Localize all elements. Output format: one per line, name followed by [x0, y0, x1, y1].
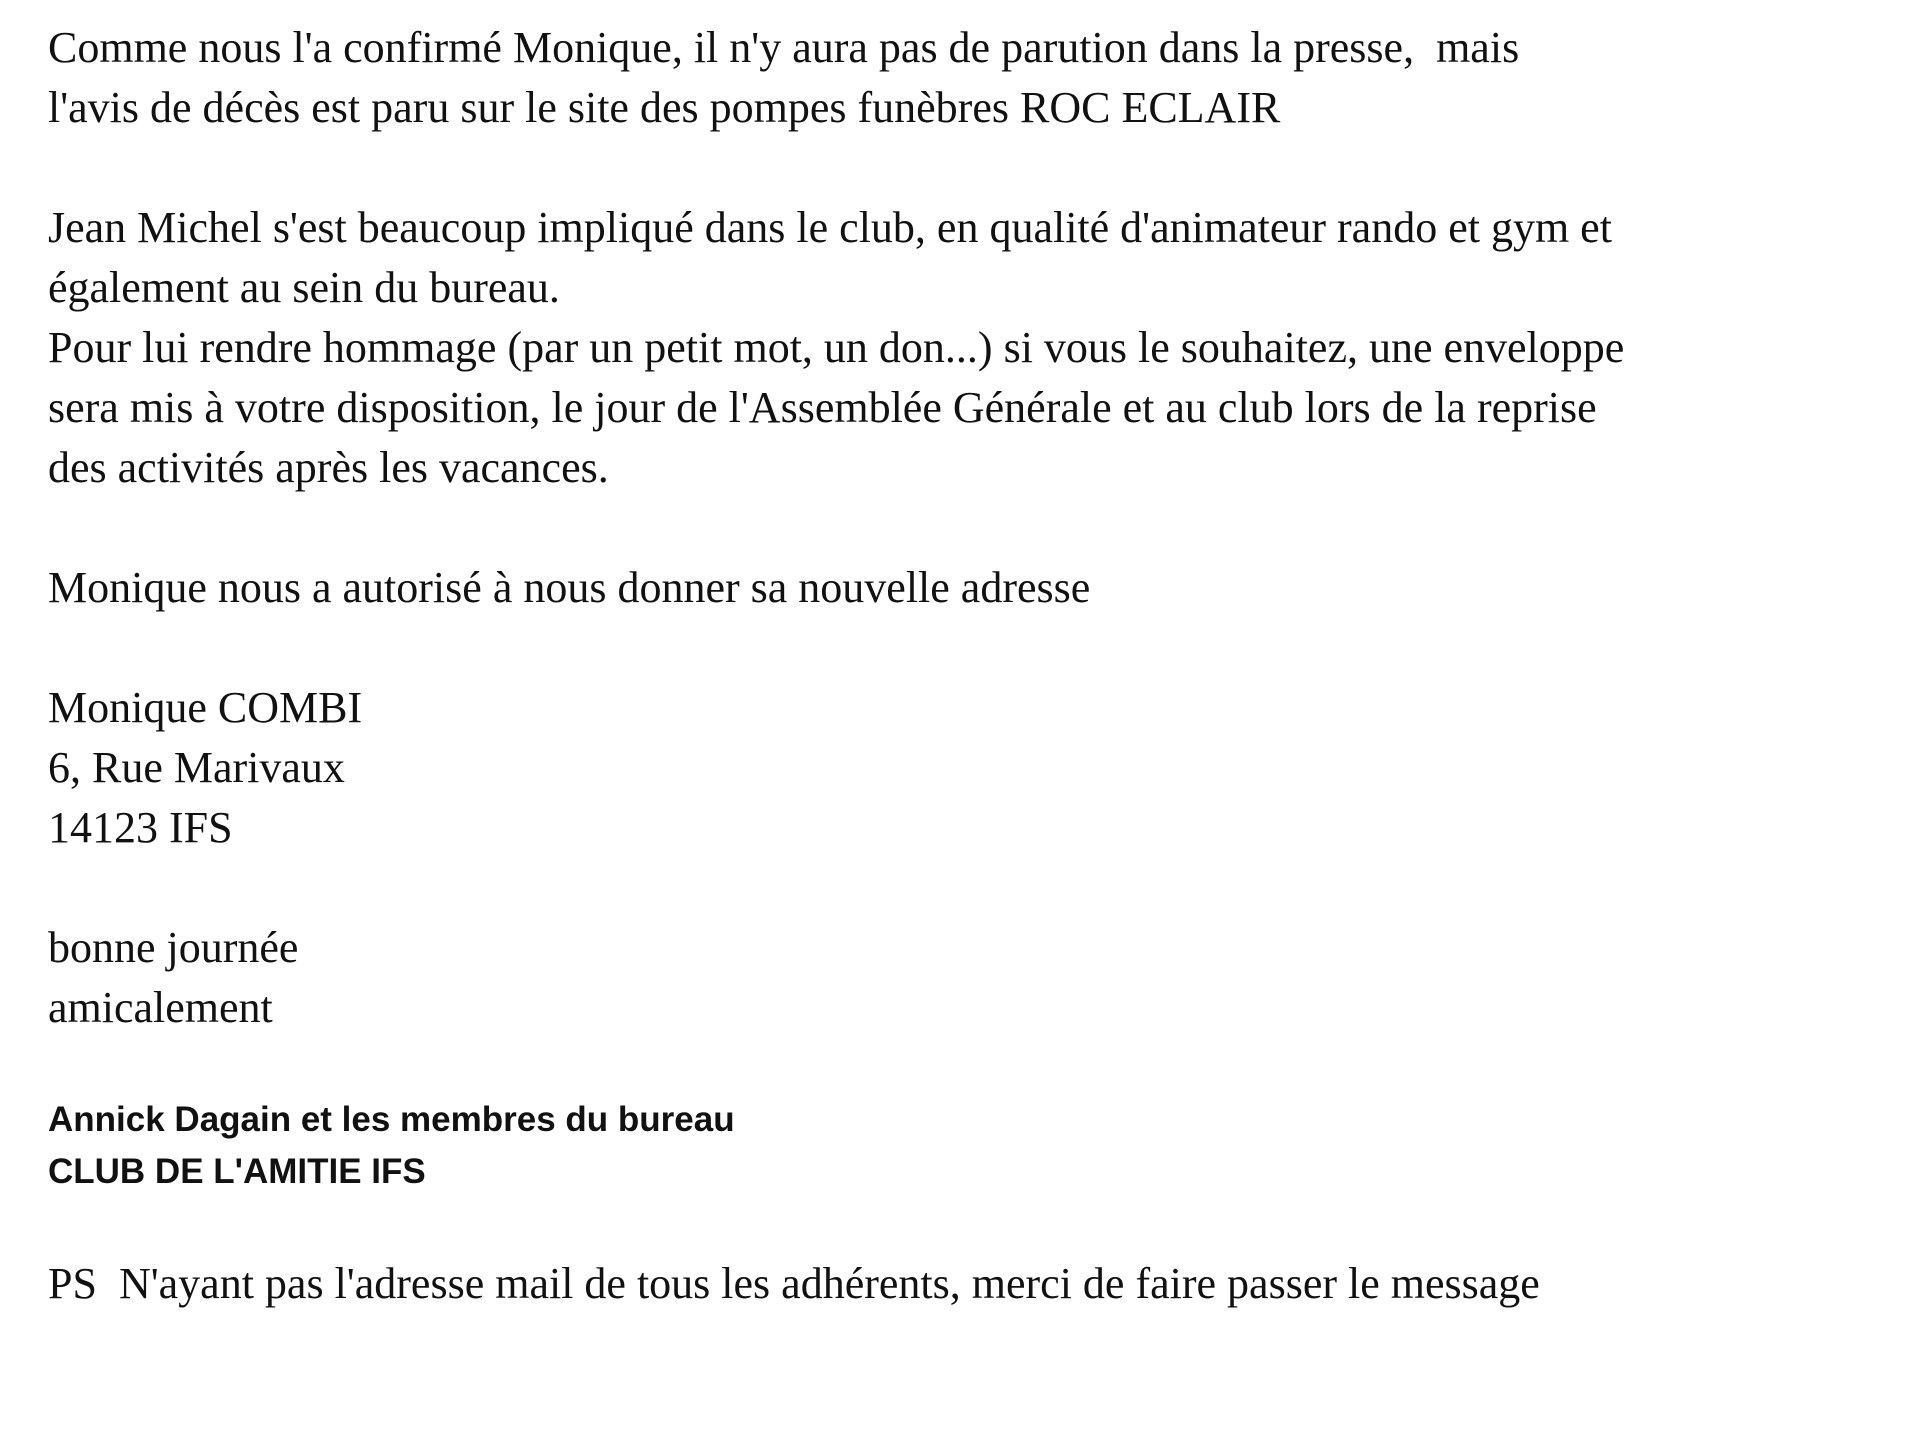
text-line: des activités après les vacances. [48, 443, 609, 492]
postal-address [48, 678, 1888, 858]
text-line: l'avis de décès est paru sur le site des pompes funèbres ROC ECLAIR [48, 83, 1281, 132]
paragraph-spacer [48, 138, 1888, 198]
paragraph-tribute [48, 198, 1888, 498]
closing-line: amicalement [48, 983, 273, 1032]
letter-body [48, 18, 1888, 1314]
address-street: 6, Rue Marivaux [48, 743, 345, 792]
paragraph-spacer [48, 1038, 1888, 1094]
text-line: Comme nous l'a confirmé Monique, il n'y aura pas de parution dans la presse, mais [48, 23, 1520, 72]
paragraph-spacer [48, 858, 1888, 918]
closing-line: bonne journée [48, 923, 299, 972]
paragraph-spacer [48, 1198, 1888, 1254]
text-line: Pour lui rendre hommage (par un petit mot, un don...) si vous le souhaitez, une enveloppe [48, 323, 1625, 372]
postscript: PS N'ayant pas l'adresse mail de tous les adhérents, merci de faire passer le message [48, 1259, 1540, 1308]
address-intro: Monique nous a autorisé à nous donner sa nouvelle adresse [48, 563, 1091, 612]
address-name: Monique COMBI [48, 683, 363, 732]
text-line: Jean Michel s'est beaucoup impliqué dans le club, en qualité d'animateur rando et gym et [48, 203, 1612, 252]
closing [48, 918, 1888, 1038]
signature-line: CLUB DE L'AMITIE IFS [48, 1152, 426, 1191]
address-city: 14123 IFS [48, 803, 233, 852]
text-line: sera mis à votre disposition, le jour de l'Assemblée Générale et au club lors de la reprise [48, 383, 1597, 432]
text-line: également au sein du bureau. [48, 263, 560, 312]
signature-block [48, 1094, 1888, 1198]
paragraph-spacer [48, 618, 1888, 678]
signature-line: Annick Dagain et les membres du bureau [48, 1100, 735, 1139]
paragraph-spacer [48, 498, 1888, 558]
paragraph-press-notice [48, 18, 1888, 138]
